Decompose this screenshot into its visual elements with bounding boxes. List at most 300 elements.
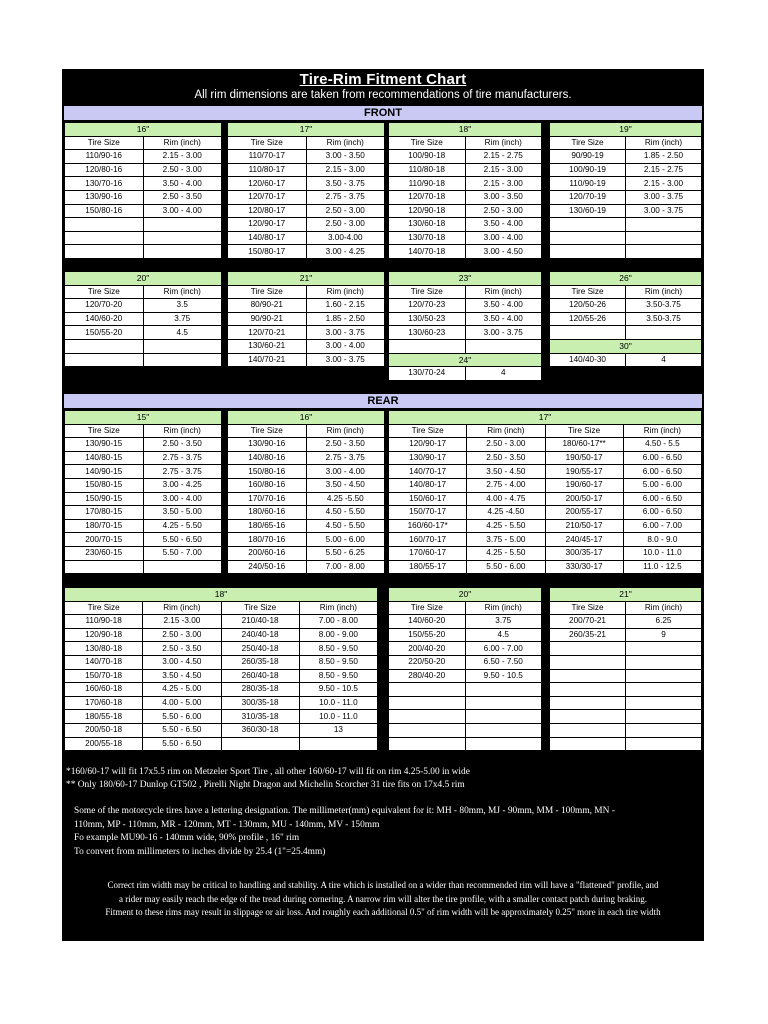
page-subtitle: All rim dimensions are taken from recommendations of tire manufacturers. [194,89,572,101]
table-cell: 230/60-15 [65,546,144,560]
table-cell: 2.50 - 3.00 [143,163,222,177]
table-cell: 140/80-17 [228,231,307,245]
lettering-note [74,805,615,859]
empty-cell [465,710,542,724]
table-cell: 2.50 - 3.00 [306,218,385,232]
col-header-rim: Rim (inch) [306,285,385,299]
empty-cell [626,683,702,697]
table-row [228,245,385,259]
table-row [389,492,702,506]
table-cell: 3.00-4.00 [306,231,385,245]
table-cell: 4.25 - 5.50 [467,519,545,533]
table-cell: 2.50 - 3.50 [306,438,385,452]
table-cell: 300/35-17 [545,546,623,560]
rim-size-header: 15" [65,411,222,425]
table-cell: 2.15 - 3.00 [465,177,542,191]
table-row [228,339,385,353]
table-cell: 2.15 - 3.00 [626,177,702,191]
table-cell: 5.00 - 6.00 [623,478,701,492]
empty-cell [550,245,626,259]
table-cell: 3.00 - 4.00 [465,231,542,245]
table-cell: 2.50 - 3.50 [143,190,222,204]
table-cell: 7.00 - 8.00 [299,615,377,629]
col-header-tire: Tire Size [550,601,626,615]
table-row [389,245,542,259]
empty-cell [626,737,702,751]
table-cell: 200/50-18 [65,723,143,737]
rim-size-header: 16" [228,411,385,425]
table-cell: 190/60-17 [545,478,623,492]
table-cell: 120/90-18 [65,628,143,642]
table-cell: 3.00 - 4.00 [143,492,222,506]
table-cell: 240/40-18 [221,628,299,642]
empty-cell [550,642,626,656]
empty-cell [626,669,702,683]
table-cell: 200/70-15 [65,533,144,547]
table-cell: 120/90-18 [389,204,466,218]
col-header-rim: Rim (inch) [465,136,542,150]
table-row [389,683,542,697]
front-18-table [388,122,542,259]
table-cell: 3.50 - 4.00 [143,177,222,191]
empty-cell [389,696,466,710]
table-row [389,339,542,353]
col-header-rim: Rim (inch) [467,424,545,438]
col-header-tire: Tire Size [228,285,307,299]
table-row [389,642,542,656]
table-cell: 190/55-17 [545,465,623,479]
table-cell: 150/80-16 [65,204,144,218]
table-cell: 150/55-20 [389,628,466,642]
table-cell: 1.60 - 2.15 [306,299,385,313]
table-row [389,177,542,191]
empty-cell [465,339,542,353]
table-row [550,163,702,177]
lettering-line-1: Some of the motorcycle tires have a lettering designation. The millimeter(mm) equivalent for it: MH - 80mm, MJ - 90mm, MM - 100mm, MN - [74,806,615,816]
table-cell: 110/90-19 [550,177,626,191]
table-cell: 3.50-3.75 [626,312,702,326]
table-cell: 150/80-16 [228,465,307,479]
table-row [550,655,702,669]
empty-cell [550,669,626,683]
table-row [65,628,378,642]
col-header-tire: Tire Size [389,601,466,615]
table-cell: 100/90-19 [550,163,626,177]
table-row [389,451,702,465]
table-row [65,163,222,177]
rim-size-header: 19" [550,123,702,137]
table-cell: 130/60-23 [389,326,466,340]
table-cell: 4.50 - 5.50 [306,506,385,520]
lettering-example: Fo example MU90-16 - 140mm wide, 90% profile , 16" rim [74,833,300,844]
table-cell: 1.85 - 2.50 [626,150,702,164]
page-bottom-margin [0,941,768,1024]
table-cell: 240/45-17 [545,533,623,547]
table-cell: 280/35-18 [221,683,299,697]
table-row [389,163,542,177]
table-row [228,150,385,164]
table-row [65,655,378,669]
table-row [389,519,702,533]
table-cell: 2.75 - 4.00 [467,478,545,492]
table-row [65,478,222,492]
table-row [550,231,702,245]
table-cell: 4.00 - 4.75 [467,492,545,506]
table-cell: 8.50 - 9.50 [299,669,377,683]
empty-cell [550,723,626,737]
table-cell: 4.50 - 5.5 [623,438,701,452]
table-cell: 120/50-26 [550,299,626,313]
table-cell: 130/90-17 [389,451,467,465]
col-header-rim: Rim (inch) [626,601,702,615]
table-cell: 2.75 - 3.75 [306,451,385,465]
table-row [65,723,378,737]
table-cell: 3.00 - 4.00 [306,465,385,479]
table-cell: 150/80-17 [228,245,307,259]
empty-cell [626,245,702,259]
table-row [65,438,222,452]
table-cell: 2.15 - 3.00 [306,163,385,177]
table-row [65,177,222,191]
table-cell: 120/70-18 [389,190,466,204]
table-cell: 2.75 - 3.75 [143,451,222,465]
table-cell: 120/70-19 [550,190,626,204]
front-19-block [549,122,702,259]
col-header-tire: Tire Size [65,285,144,299]
table-cell: 120/90-17 [228,218,307,232]
table-row [65,683,378,697]
table-cell: 110/80-17 [228,163,307,177]
table-cell: 2.15 - 2.75 [626,163,702,177]
rear-17-block [388,410,702,574]
col-header-rim: Rim (inch) [306,424,385,438]
table-cell: 3.00 - 4.50 [465,245,542,259]
empty-cell [550,683,626,697]
table-row [550,669,702,683]
table-cell: 6.00 - 6.50 [623,465,701,479]
table-cell: 3.75 - 5.00 [467,533,545,547]
table-cell: 130/90-15 [65,438,144,452]
table-cell: 200/60-16 [228,546,307,560]
rim-size-header: 18" [389,123,542,137]
table-row [65,326,222,340]
rear-17-table [388,410,702,574]
table-cell: 140/80-15 [65,451,144,465]
col-header-rim: Rim (inch) [143,601,221,615]
rim-size-header: 20" [65,272,222,286]
table-cell: 2.50 - 3.50 [143,438,222,452]
rear-section-header: REAR [64,394,702,408]
table-cell: 150/90-15 [65,492,144,506]
table-row [228,546,385,560]
front-21-block [227,271,385,367]
table-row [389,218,542,232]
table-cell: 2.15 -3.00 [143,615,221,629]
empty-cell [626,642,702,656]
table-cell: 170/60-17 [389,546,467,560]
table-cell: 90/90-19 [550,150,626,164]
table-row [550,299,702,313]
empty-cell [550,710,626,724]
table-row [550,737,702,751]
table-cell: 9.50 - 10.5 [465,669,542,683]
table-cell: 4.25 -5.50 [306,492,385,506]
empty-cell [389,710,466,724]
caution-line-3: Fitment to these rims may result in slippage or air loss. And roughly each additional 0.5" of rim width will be approximately 0.25" more in each tire width [105,907,661,918]
front-19-table [549,122,702,259]
table-cell: 3.00 - 3.75 [626,190,702,204]
table-cell: 210/40-18 [221,615,299,629]
table-row [65,696,378,710]
rim-size-header: 23" [389,272,542,286]
table-cell: 130/60-21 [228,339,307,353]
table-cell: 140/40-30 [550,353,626,367]
table-cell: 160/60-18 [65,683,143,697]
empty-cell [550,231,626,245]
col-header-tire: Tire Size [221,601,299,615]
table-row [389,465,702,479]
rear-16-table [227,410,385,574]
empty-cell [143,353,222,367]
empty-cell [143,560,222,574]
col-header-rim: Rim (inch) [306,136,385,150]
table-cell: 6.25 [626,615,702,629]
table-cell: 130/50-23 [389,312,466,326]
table-cell: 6.00 - 6.50 [623,506,701,520]
table-row [65,492,222,506]
table-cell: 110/90-18 [65,615,143,629]
empty-cell [550,218,626,232]
table-cell: 2.15 - 2.75 [465,150,542,164]
table-cell: 3.50 - 4.00 [465,218,542,232]
table-cell: 3.75 [143,312,222,326]
table-row [65,546,222,560]
table-cell: 310/35-18 [221,710,299,724]
table-cell: 130/90-16 [228,438,307,452]
table-row [65,642,378,656]
table-cell: 130/90-16 [65,190,144,204]
table-row [228,177,385,191]
table-cell: 4.25 - 5.00 [143,683,221,697]
table-cell: 200/70-21 [550,615,626,629]
table-row [389,438,702,452]
table-cell: 2.15 - 3.00 [465,163,542,177]
empty-cell [143,245,222,259]
table-row [389,560,702,574]
table-row [65,710,378,724]
table-cell: 8.50 - 9.50 [299,655,377,669]
table-cell: 2.50 - 3.50 [467,451,545,465]
front-21-table [227,271,385,367]
table-cell: 3.00 - 4.25 [143,478,222,492]
rear-20-table [388,587,542,751]
table-row [228,506,385,520]
table-cell: 3.50 - 5.00 [143,506,222,520]
caution-line-1: Correct rim width may be critical to handling and stability. A tire which is installed on a wider than recommended rim will have a "flattened" profile, and [107,880,659,890]
table-cell: 260/40-18 [221,669,299,683]
table-cell: 6.50 - 7.50 [465,655,542,669]
empty-cell [143,231,222,245]
table-cell: 120/80-16 [65,163,144,177]
rear-15-table [64,410,222,574]
table-row [228,353,385,367]
col-header-tire: Tire Size [65,424,144,438]
table-cell: 3.00 - 3.75 [626,204,702,218]
table-cell: 140/70-18 [65,655,143,669]
fitment-chart-sheet [62,69,704,941]
table-cell: 130/60-18 [389,218,466,232]
table-cell: 150/70-18 [65,669,143,683]
table-cell: 7.00 - 8.00 [306,560,385,574]
table-row [65,299,222,313]
table-cell: 13 [299,723,377,737]
table-row [389,326,542,340]
col-header-tire: Tire Size [545,424,623,438]
table-row [228,204,385,218]
table-cell: 3.00 - 3.50 [465,190,542,204]
table-row [389,533,702,547]
table-cell: 160/70-17 [389,533,467,547]
table-row [389,696,542,710]
table-row [228,218,385,232]
table-cell: 110/80-18 [389,163,466,177]
table-cell: 140/60-20 [389,615,466,629]
table-cell: 11.0 - 12.5 [623,560,701,574]
table-cell: 2.50 - 3.00 [143,628,221,642]
table-row [550,312,702,326]
table-cell: 5.50 - 6.00 [467,560,545,574]
col-header-tire: Tire Size [389,285,466,299]
front-17-block [227,122,385,259]
table-cell: 100/90-18 [389,150,466,164]
empty-cell [65,245,144,259]
table-cell: 200/40-20 [389,642,466,656]
col-header-rim: Rim (inch) [143,424,222,438]
table-row [65,506,222,520]
table-cell: 260/35-21 [550,628,626,642]
table-row [65,150,222,164]
col-header-rim: Rim (inch) [465,601,542,615]
rear-21-block [549,587,702,751]
col-header-rim: Rim (inch) [143,136,222,150]
table-row [65,204,222,218]
table-cell: 1.85 - 2.50 [306,312,385,326]
table-cell: 190/50-17 [545,451,623,465]
table-cell: 130/70-24 [389,367,466,381]
empty-cell [626,710,702,724]
table-cell: 130/70-18 [389,231,466,245]
front-26-block [549,271,702,367]
table-cell: 3.50 - 4.50 [467,465,545,479]
table-row [65,519,222,533]
table-row [389,546,702,560]
table-row [550,710,702,724]
table-row [228,560,385,574]
rear-15-block [64,410,222,574]
table-cell: 130/80-18 [65,642,143,656]
empty-cell [626,696,702,710]
table-row [550,628,702,642]
table-cell: 5.50 - 6.50 [143,533,222,547]
front-20-block [64,271,222,367]
conversion-note: To convert from millimeters to inches divide by 25.4 (1"=25.4mm) [74,846,326,857]
table-row [550,696,702,710]
table-cell: 3.00 - 4.00 [306,339,385,353]
front-23-block [388,271,542,381]
table-cell: 4.50 - 5.50 [306,519,385,533]
table-cell: 3.5 [143,299,222,313]
table-cell: 3.50 - 4.00 [465,312,542,326]
table-cell: 3.50 - 3.75 [306,177,385,191]
table-cell: 3.00 - 3.75 [306,326,385,340]
table-cell: 200/55-18 [65,737,143,751]
table-row [65,560,222,574]
table-row [550,353,702,367]
front-18-block [388,122,542,259]
table-cell: 180/60-16 [228,506,307,520]
table-row [228,465,385,479]
empty-cell [550,655,626,669]
table-cell: 10.0 - 11.0 [299,710,377,724]
table-row [550,245,702,259]
col-header-rim: Rim (inch) [626,285,702,299]
rim-size-header: 17" [228,123,385,137]
empty-cell [389,737,466,751]
table-cell: 3.00 - 3.75 [465,326,542,340]
lettering-line-2: 110mm, MP - 110mm, MR - 120mm, MT - 130mm, MU - 140mm, MV - 150mm [74,819,380,830]
table-cell: 140/70-21 [228,353,307,367]
empty-cell [550,326,626,340]
empty-cell [626,218,702,232]
table-cell: 110/70-17 [228,150,307,164]
table-row [65,533,222,547]
table-cell: 3.00 - 4.00 [143,204,222,218]
empty-cell [550,737,626,751]
table-row [550,190,702,204]
table-cell: 140/90-15 [65,465,144,479]
table-row [389,204,542,218]
empty-cell [221,737,299,751]
front-16-block [64,122,222,259]
table-cell: 3.50 - 4.00 [465,299,542,313]
table-row [389,628,542,642]
table-cell: 160/80-16 [228,478,307,492]
table-cell: 120/60-17 [228,177,307,191]
table-cell: 120/70-17 [228,190,307,204]
table-cell: 3.50 - 4.50 [143,669,221,683]
empty-cell [550,696,626,710]
rim-size-header: 30" [550,339,702,353]
table-cell: 110/90-16 [65,150,144,164]
table-cell: 150/80-15 [65,478,144,492]
rim-size-header: 16" [65,123,222,137]
table-cell: 140/70-17 [389,465,467,479]
empty-cell [465,696,542,710]
table-cell: 120/70-20 [65,299,144,313]
table-cell: 4.5 [465,628,542,642]
table-row [65,312,222,326]
table-row [228,519,385,533]
table-cell: 5.50 - 7.00 [143,546,222,560]
table-cell: 180/65-16 [228,519,307,533]
table-cell: 9.50 - 10.5 [299,683,377,697]
table-cell: 10.0 - 11.0 [299,696,377,710]
empty-cell [389,723,466,737]
table-cell: 220/50-20 [389,655,466,669]
table-cell: 120/80-17 [228,204,307,218]
table-row [228,163,385,177]
table-cell: 180/70-15 [65,519,144,533]
